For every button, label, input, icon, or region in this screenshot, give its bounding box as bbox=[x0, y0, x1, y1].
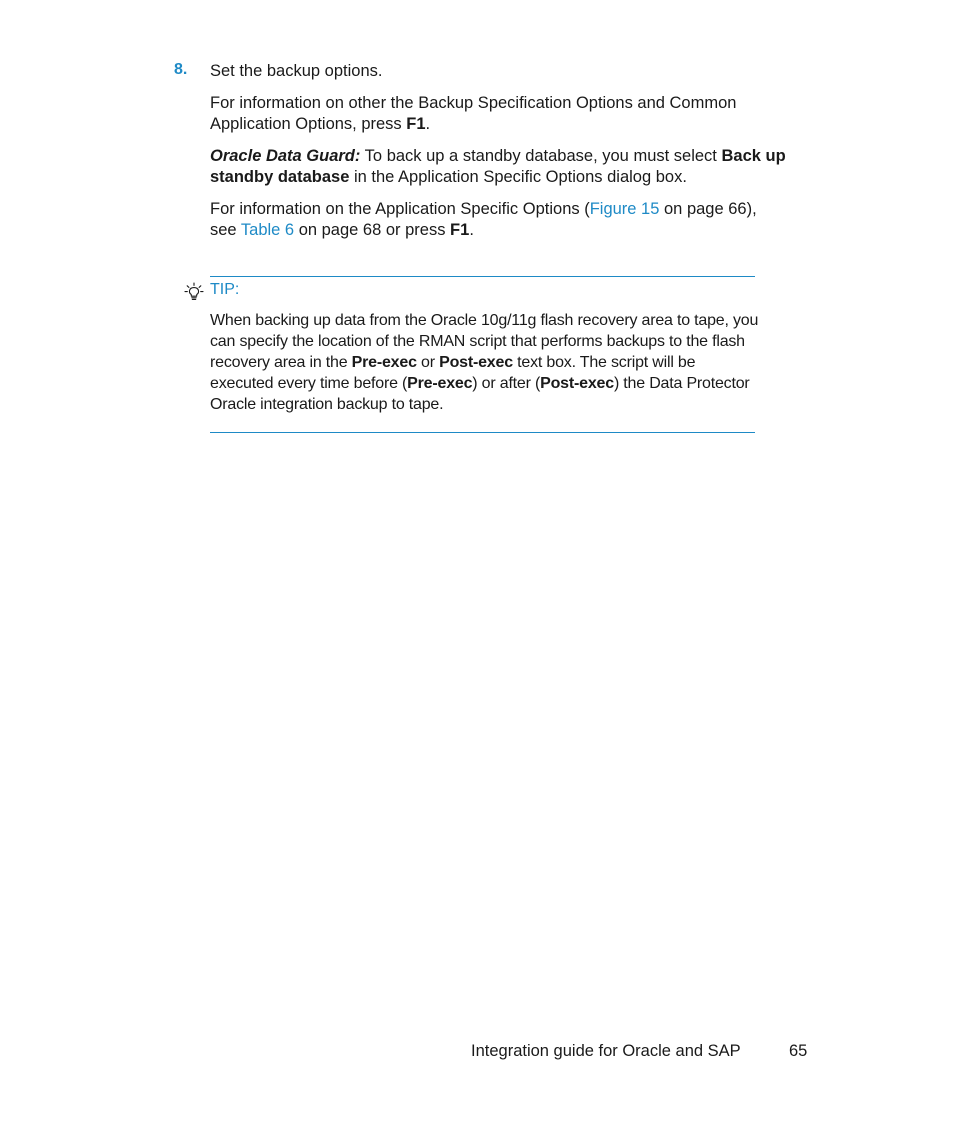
post-exec-term: Post-exec bbox=[540, 375, 614, 392]
paragraph-text: To back up a standby database, you must select bbox=[360, 147, 722, 165]
paragraph-text: on page 66), bbox=[659, 200, 757, 218]
paragraph-text: on page 68 or press bbox=[294, 221, 451, 239]
table-link[interactable]: Table 6 bbox=[240, 221, 295, 239]
figure-link[interactable]: Figure 15 bbox=[589, 200, 660, 218]
page-number: 65 bbox=[789, 1042, 808, 1060]
tip-text: ) the Data Protector Oracle integration backup to tape. bbox=[210, 375, 750, 413]
paragraph-text: For information on other the Backup Specification Options and Common Application Options, press bbox=[210, 94, 737, 133]
paragraph-data-guard bbox=[210, 146, 810, 188]
tip-text: When backing up data from the Oracle 10g/11g flash recovery area to tape, you can specify the location of the RMAN script that performs backups to the flash recovery area in the bbox=[210, 312, 759, 371]
pre-exec-term: Pre-exec bbox=[351, 354, 417, 371]
paragraph-text: For information on the Application Specific Options ( bbox=[210, 200, 590, 218]
post-exec-term: Post-exec bbox=[439, 354, 513, 371]
tip-bottom-rule bbox=[210, 432, 755, 433]
step-title: Set the backup options. bbox=[210, 62, 383, 80]
pre-exec-term: Pre-exec bbox=[407, 375, 473, 392]
paragraph-options-info bbox=[210, 93, 810, 135]
paragraph-app-options bbox=[210, 199, 800, 241]
tip-text: text box. The script will be executed every time before ( bbox=[210, 354, 696, 392]
tip-text: or bbox=[416, 354, 440, 371]
tip-label: TIP: bbox=[210, 281, 240, 298]
paragraph-end: in the Application Specific Options dialog box. bbox=[349, 168, 687, 186]
step-number: 8. bbox=[174, 61, 188, 78]
paragraph-end: . bbox=[469, 221, 474, 239]
footer-title: Integration guide for Oracle and SAP bbox=[471, 1042, 741, 1060]
tip-text: ) or after ( bbox=[472, 375, 541, 392]
lightbulb-icon bbox=[184, 282, 204, 302]
key-f1: F1 bbox=[406, 115, 426, 133]
option-name: Back up standby database bbox=[210, 147, 786, 186]
paragraph-end: . bbox=[425, 115, 431, 133]
key-f1: F1 bbox=[450, 221, 470, 239]
data-guard-label: Oracle Data Guard: bbox=[210, 147, 361, 165]
paragraph-text: see bbox=[210, 221, 241, 239]
tip-body bbox=[210, 310, 760, 415]
tip-top-rule bbox=[210, 276, 755, 277]
